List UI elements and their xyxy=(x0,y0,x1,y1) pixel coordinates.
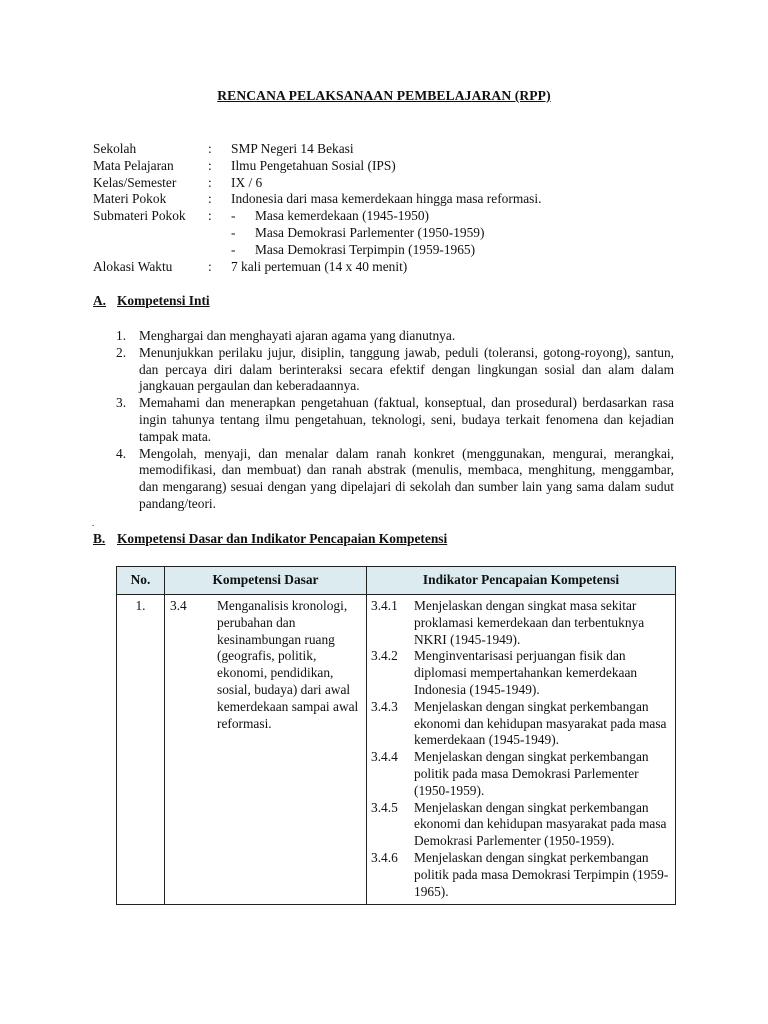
info-row-materi-pokok xyxy=(93,191,693,208)
indicator-text: Menjelaskan dengan singkat masa sekitar proklamasi kemerdekaan dan terbentuknya NKRI (1945-1949). xyxy=(414,598,645,647)
indicator-text: Menjelaskan dengan singkat perkembangan ekonomi dan kehidupan masyarakat pada masa Demokrasi Parlementer (1950-1959). xyxy=(414,799,667,849)
indicator-code: 3.4.3 xyxy=(371,698,398,714)
indicator-item xyxy=(372,598,670,648)
header-kompetensi-dasar: Kompetensi Dasar xyxy=(165,567,367,595)
section-letter: A. xyxy=(93,293,107,308)
item-text: Menghargai dan menghayati ajaran agama yang dianutnya. xyxy=(139,328,456,343)
submateri-item xyxy=(231,242,693,259)
info-row-mata-pelajaran xyxy=(93,158,693,175)
info-block xyxy=(93,141,693,275)
indicator-text: Menjelaskan dengan singkat perkembangan ekonomi dan kehidupan masyarakat pada masa kemerdekaan (1945-1949). xyxy=(414,698,667,748)
kompetensi-table xyxy=(116,566,676,905)
info-row-alokasi-waktu xyxy=(93,259,693,276)
info-colon: : xyxy=(208,174,212,190)
indicator-text: Menjelaskan dengan singkat perkembangan politik pada masa Demokrasi Terpimpin (1959-1965). xyxy=(414,849,669,899)
dash-bullet: - xyxy=(231,224,236,240)
info-label: Mata Pelajaran xyxy=(93,157,174,173)
info-label: Alokasi Waktu xyxy=(93,258,173,274)
header-indikator: Indikator Pencapaian Kompetensi xyxy=(367,567,676,595)
list-item xyxy=(116,328,674,345)
header-no: No. xyxy=(117,567,165,595)
submateri-text: Masa kemerdekaan (1945-1950) xyxy=(255,208,430,224)
submateri-item xyxy=(231,225,693,242)
info-label: Sekolah xyxy=(93,141,137,156)
item-number: 2. xyxy=(116,344,127,360)
info-value: 7 kali pertemuan (14 x 40 menit) xyxy=(231,258,408,274)
item-text: Mengolah, menyaji, dan menalar dalam ranah konkret (menggunakan, mengurai, merangkai, memodifikasi, dan membuat) dan ranah abstrak (menulis, membaca, menghitung, menggambar, dan mengarang) sesuai dengan yang dipelajari di sekolah dan sumber lain yang sama dalam sudut pandang/teori. xyxy=(139,445,674,511)
indicator-code: 3.4.4 xyxy=(371,749,398,765)
info-value: SMP Negeri 14 Bekasi xyxy=(231,141,354,156)
item-number: 3. xyxy=(116,395,127,411)
indicator-code: 3.4.6 xyxy=(371,849,398,865)
indicator-text: Menginventarisasi perjuangan fisik dan diplomasi mempertahankan kemerdekaan Indonesia (1945-1949). xyxy=(414,648,638,697)
stray-dot: . xyxy=(92,518,95,528)
indicator-item xyxy=(372,749,670,799)
document-title: RENCANA PELAKSANAAN PEMBELAJARAN (RPP) xyxy=(217,88,551,103)
list-item xyxy=(116,395,674,445)
item-number: 1. xyxy=(116,328,127,343)
kd-text: Menganalisis kronologi, perubahan dan kesinambungan ruang (geografis, politik, ekonomi, pendidikan, sosial, budaya) dari awal kemerdekaan sampai awal reformasi. xyxy=(217,598,359,731)
kd-code: 3.4 xyxy=(170,598,187,613)
list-item xyxy=(116,345,674,395)
indicator-code: 3.4.2 xyxy=(371,648,398,664)
indicator-item xyxy=(372,850,670,900)
info-label: Submateri Pokok xyxy=(93,208,186,224)
indicator-item xyxy=(372,699,670,749)
dash-bullet: - xyxy=(231,241,236,257)
info-row-submateri-pokok xyxy=(93,208,693,258)
section-title: Kompetensi Dasar dan Indikator Pencapaian Kompetensi xyxy=(117,531,448,546)
info-value: Ilmu Pengetahuan Sosial (IPS) xyxy=(231,157,396,173)
info-label: Kelas/Semester xyxy=(93,174,177,190)
cell-kompetensi-dasar xyxy=(165,595,367,905)
indicator-item xyxy=(372,648,670,698)
table-header-row xyxy=(117,567,676,595)
item-number: 4. xyxy=(116,445,127,461)
indicator-code: 3.4.1 xyxy=(371,598,398,613)
info-colon: : xyxy=(208,208,212,224)
info-colon: : xyxy=(208,141,212,156)
section-letter: B. xyxy=(93,531,106,546)
indicator-code: 3.4.5 xyxy=(371,799,398,815)
section-title: Kompetensi Inti xyxy=(117,293,210,308)
list-item xyxy=(116,446,674,513)
info-row-sekolah xyxy=(93,141,693,158)
submateri-list xyxy=(231,208,693,258)
info-row-kelas-semester xyxy=(93,175,693,192)
submateri-text: Masa Demokrasi Parlementer (1950-1959) xyxy=(255,224,485,240)
submateri-text: Masa Demokrasi Terpimpin (1959-1965) xyxy=(255,241,476,257)
section-b-heading xyxy=(93,531,447,548)
info-label: Materi Pokok xyxy=(93,191,167,207)
table-row xyxy=(117,595,676,905)
info-value: Indonesia dari masa kemerdekaan hingga masa reformasi. xyxy=(231,191,542,207)
item-text: Menunjukkan perilaku jujur, disiplin, tanggung jawab, peduli (toleransi, gotong-royong), santun, dan percaya diri dalam berinteraksi secara efektif dengan lingkungan sosial dan alam dalam jangkauan pergaulan dan keberadaannya. xyxy=(139,344,674,394)
dash-bullet: - xyxy=(231,208,236,224)
info-colon: : xyxy=(208,191,212,207)
indicator-text: Menjelaskan dengan singkat perkembangan politik pada masa Demokrasi Parlementer (1950-1959). xyxy=(414,749,649,798)
info-colon: : xyxy=(208,258,212,274)
info-value: IX / 6 xyxy=(231,174,263,190)
indicator-item xyxy=(372,800,670,850)
cell-no: 1. xyxy=(117,595,165,905)
kd-item xyxy=(170,598,361,732)
section-a-heading xyxy=(93,293,210,310)
info-colon: : xyxy=(208,157,212,173)
kompetensi-inti-list xyxy=(116,328,674,513)
item-text: Memahami dan menerapkan pengetahuan (faktual, konseptual, dan prosedural) berdasarkan rasa ingin tahunya tentang ilmu pengetahuan, teknologi, seni, budaya terkait fenomena dan kejadian tampak mata. xyxy=(139,395,674,444)
cell-indikator xyxy=(367,595,676,905)
submateri-item xyxy=(231,208,693,225)
